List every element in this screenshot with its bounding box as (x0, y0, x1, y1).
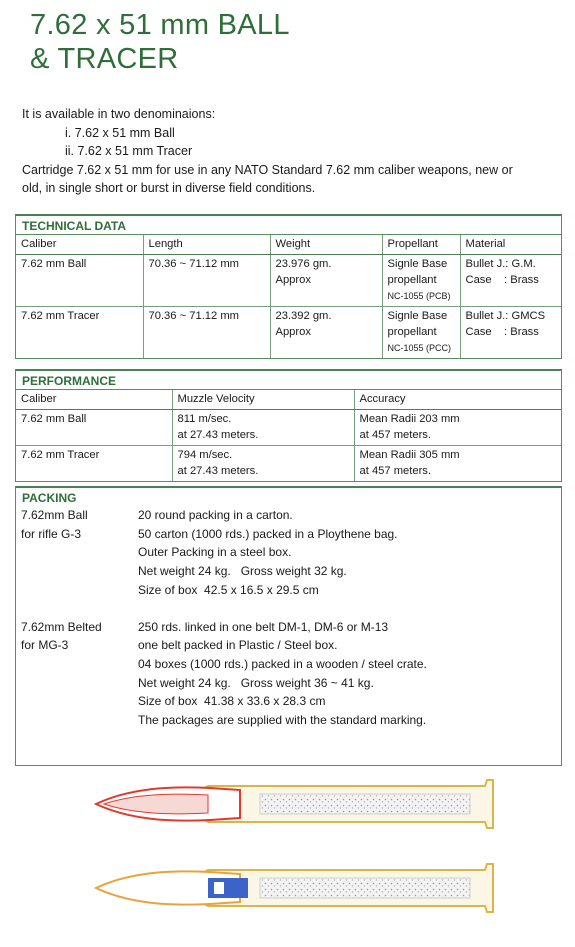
technical-data-table (16, 235, 561, 358)
cell-caliber: 7.62 mm Ball (16, 410, 172, 446)
material-case: Case : Brass (465, 326, 539, 338)
cell-accuracy (354, 446, 561, 482)
cell-weight (270, 255, 382, 307)
col-header: Length (143, 235, 270, 255)
packing-line: one belt packed in Plastic / Steel box. (138, 638, 338, 653)
page-title (30, 8, 290, 76)
packing-label-line: 7.62mm Belted (21, 619, 102, 634)
cell-material (460, 255, 561, 307)
packing-line: The packages are supplied with the standard marking. (138, 713, 427, 728)
packing-heading: PACKING (22, 491, 77, 505)
table-row (16, 446, 561, 482)
col-header: Muzzle Velocity (172, 390, 354, 410)
col-header: Caliber (16, 235, 143, 255)
velocity-value: 794 m/sec. (177, 449, 233, 461)
cell-velocity (172, 410, 354, 446)
material-bullet: Bullet J.: G.M. (465, 258, 536, 270)
packing-line: Net weight 24 kg. Gross weight 32 kg. (138, 564, 347, 579)
performance-section (15, 369, 562, 482)
weight-note: Approx (275, 274, 311, 286)
weight-value: 23.976 gm. (275, 258, 332, 270)
propellant-code: NC-1055 (PCB) (387, 291, 451, 301)
velocity-distance: at 27.43 meters. (177, 429, 259, 441)
col-header: Accuracy (354, 390, 561, 410)
title-line-1: 7.62 x 51 mm BALL (30, 9, 290, 41)
intro-text (22, 105, 562, 198)
performance-table (16, 390, 561, 481)
cell-material (460, 307, 561, 359)
accuracy-value: Mean Radii 305 mm (359, 449, 460, 461)
table-row (16, 255, 561, 307)
cell-accuracy (354, 410, 561, 446)
table-row (16, 307, 561, 359)
col-header: Material (460, 235, 561, 255)
accuracy-value: Mean Radii 203 mm (359, 413, 460, 425)
material-bullet: Bullet J.: GMCS (465, 310, 546, 322)
performance-heading: PERFORMANCE (16, 371, 561, 390)
intro-item-1: i. 7.62 x 51 mm Ball (65, 125, 175, 140)
ball-cartridge-icon (96, 780, 493, 828)
accuracy-distance: at 457 meters. (359, 429, 432, 441)
packing-lines (138, 506, 561, 600)
cell-propellant (382, 255, 460, 307)
packing-label-line: 7.62mm Ball (21, 508, 88, 522)
packing-group-ball (21, 506, 561, 600)
cell-caliber: 7.62 mm Tracer (21, 310, 100, 322)
intro-desc-1: Cartridge 7.62 x 51 mm for use in any NATO Standard 7.62 mm caliber weapons, new or (22, 162, 513, 177)
cell-length: 70.36 ~ 71.12 mm (143, 307, 270, 359)
table-header-row (16, 390, 561, 410)
propellant-line: Signle Base (387, 310, 448, 322)
packing-line: Net weight 24 kg. Gross weight 36 ~ 41 kg. (138, 675, 374, 690)
packing-label-line: for rifle G-3 (21, 526, 82, 541)
cell-caliber: 7.62 mm Ball (16, 255, 143, 307)
technical-data-heading: TECHNICAL DATA (16, 216, 561, 235)
cartridge-illustrations (90, 768, 510, 940)
velocity-distance: at 27.43 meters. (177, 465, 259, 477)
col-header: Weight (270, 235, 382, 255)
material-case: Case : Brass (465, 274, 539, 286)
intro-lead: It is available in two denominaions: (22, 107, 216, 121)
table-header-row (16, 235, 561, 255)
intro-desc-2: old, in single short or burst in diverse field conditions. (22, 181, 316, 195)
cell-length: 70.36 ~ 71.12 mm (143, 255, 270, 307)
cell-weight (270, 307, 382, 359)
intro-item-2: ii. 7.62 x 51 mm Tracer (65, 144, 193, 158)
accuracy-distance: at 457 meters. (359, 465, 432, 477)
packing-label (21, 618, 131, 655)
packing-line: 250 rds. linked in one belt DM-1, DM-6 or M-13 (138, 619, 389, 634)
packing-line: Outer Packing in a steel box. (138, 545, 292, 560)
velocity-value: 811 m/sec. (177, 413, 232, 425)
propellant-line: propellant (387, 326, 437, 338)
packing-line: 20 round packing in a carton. (138, 508, 293, 522)
packing-line: Size of box 42.5 x 16.5 x 29.5 cm (138, 582, 319, 597)
cell-velocity (172, 446, 354, 482)
tracer-cartridge-icon (96, 864, 493, 912)
packing-group-belted (21, 618, 561, 730)
col-header: Caliber (16, 390, 172, 410)
propellant-line: Signle Base (387, 258, 448, 270)
packing-label-line: for MG-3 (21, 638, 69, 653)
packing-line: 50 carton (1000 rds.) packed in a Ploythene bag. (138, 526, 398, 541)
propellant-line: propellant (387, 274, 437, 286)
col-header: Propellant (382, 235, 460, 255)
packing-section (15, 486, 562, 766)
weight-value: 23.392 gm. (275, 310, 332, 322)
weight-note: Approx (275, 326, 311, 338)
cell-caliber: 7.62 mm Tracer (21, 449, 100, 461)
packing-line: Size of box 41.38 x 33.6 x 28.3 cm (138, 694, 326, 709)
title-line-2: & TRACER (30, 43, 179, 75)
propellant-code: NC-1055 (PCC) (387, 343, 452, 353)
packing-label (21, 506, 131, 543)
technical-data-section (15, 214, 562, 359)
packing-line: 04 boxes (1000 rds.) packed in a wooden / steel crate. (138, 656, 427, 671)
table-row (16, 410, 561, 446)
packing-lines (138, 618, 561, 730)
cell-propellant (382, 307, 460, 359)
